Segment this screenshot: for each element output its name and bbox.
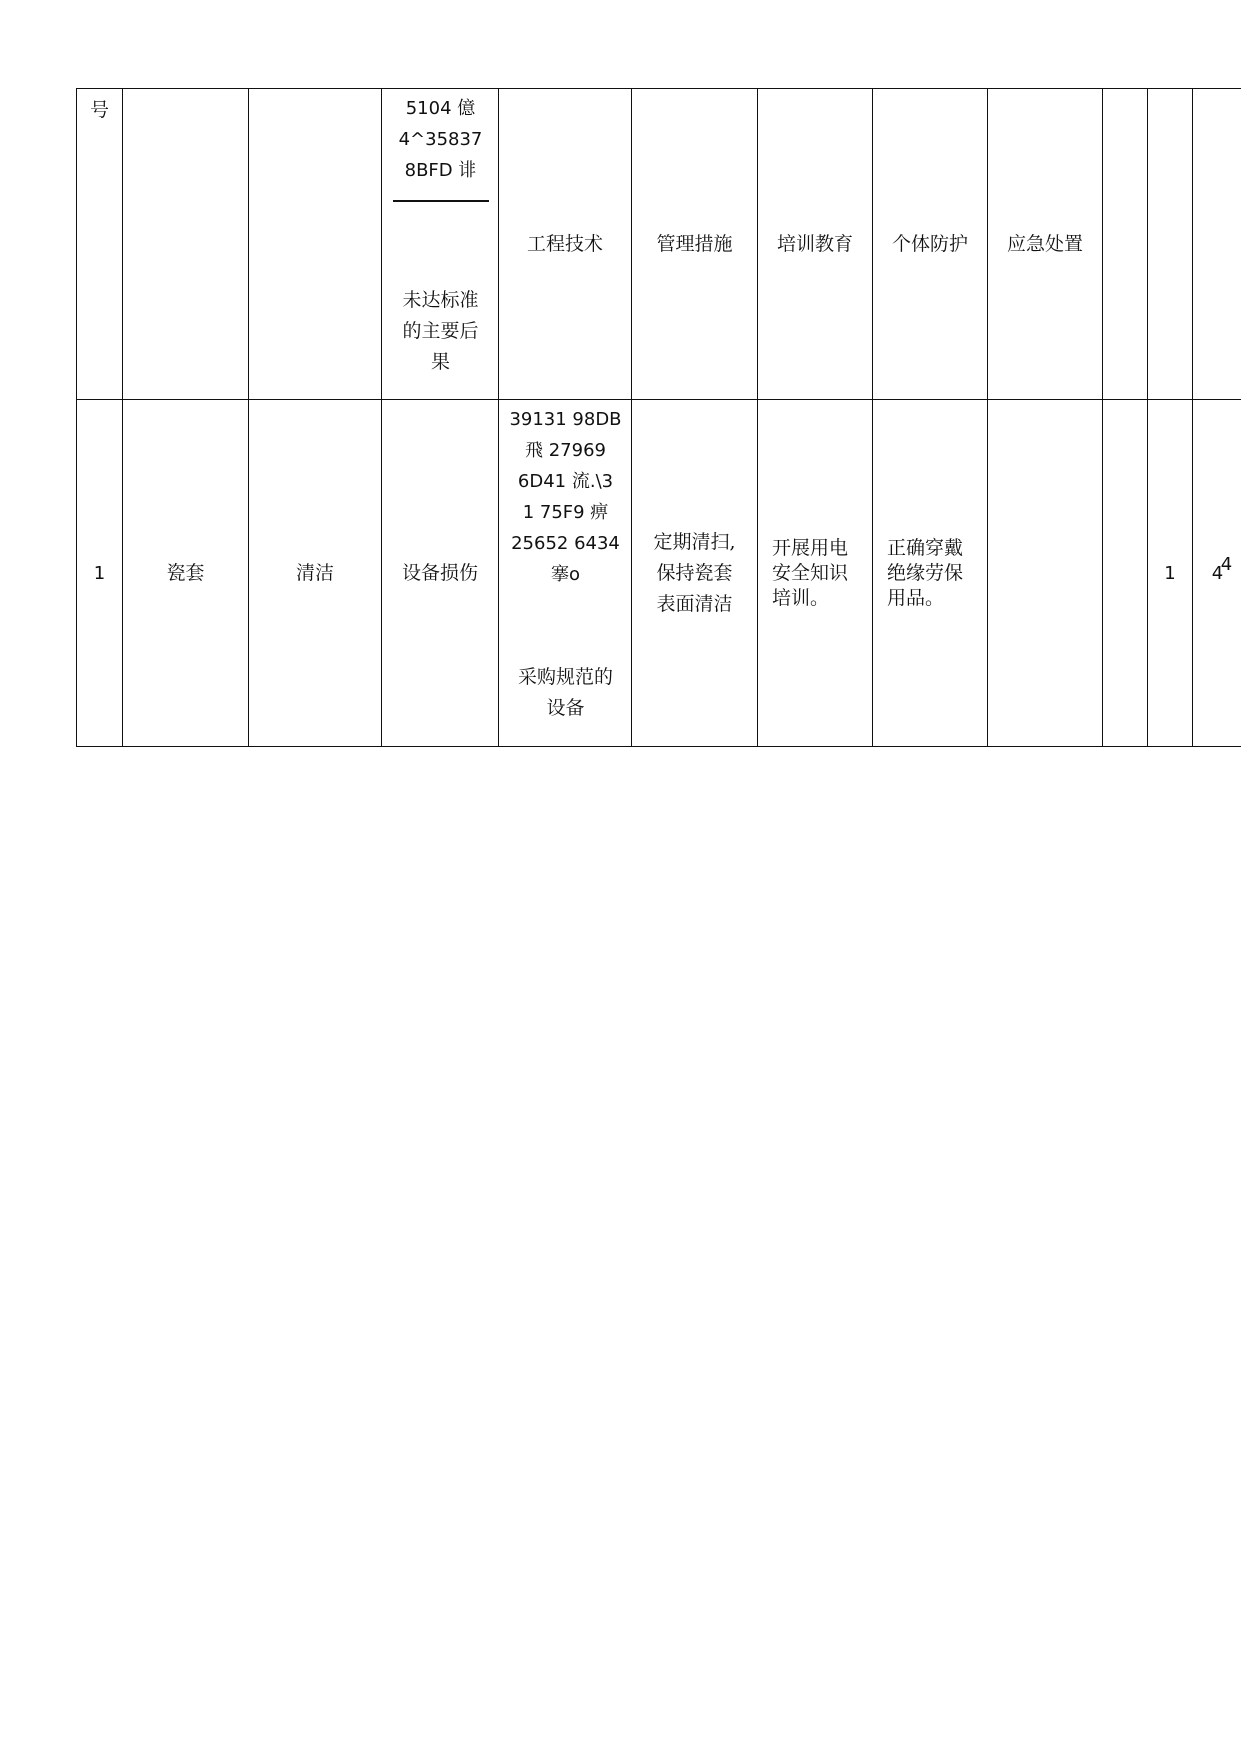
header-management-label: 管理措施 [656,232,733,255]
row-1-activity-text: 清洁 [295,561,334,584]
header-col-management [632,89,758,400]
row-1-item [123,400,249,747]
header-emergency-label: 应急处置 [1006,232,1083,255]
row-1-l [1148,400,1193,747]
row-1-training [758,400,873,747]
row-1-no-text: 1 [93,562,106,584]
header-engineering-label: 工程技术 [526,232,603,255]
risk-table [76,88,1241,747]
row-1-engineering [499,400,632,747]
header-col-engineering [499,89,632,400]
header-ppe-label: 个体防护 [891,232,968,255]
row-1-blank [1103,400,1148,747]
row-1-management [632,400,758,747]
header-col-emergency [988,89,1103,400]
row-1-no [77,400,123,747]
row-1-r-text: 4 [1220,554,1233,575]
row-1-item-text: 瓷套 [166,561,205,584]
row-1-emergency [988,400,1103,747]
row-1-ppe [873,400,988,747]
header-col-activity [249,89,382,400]
row-1-management-text: 定期清扫, 保持瓷套 表面清洁 [653,530,736,615]
row-1-consequence [382,400,499,747]
header-col-ppe [873,89,988,400]
header-col-l [1148,89,1193,400]
header-col-training [758,89,873,400]
header-col-no [77,89,123,400]
row-1-consequence-text: 设备损伤 [401,561,478,584]
row-1-r [1212,550,1241,580]
header-col-s [1193,89,1241,400]
row-1-s-text: 4 [1211,562,1224,584]
row-1-activity [249,400,382,747]
header-consequence-top-text: 5104 億 4^35837 8BFD 诽 [398,98,483,181]
header-col-item [123,89,249,400]
row-1-engineering-bottom-text: 采购规范的 设备 [517,666,613,719]
row-1-l-text: 1 [1164,562,1176,584]
header-divider-line [393,200,489,202]
row-1-ppe-text: 正确穿戴 绝缘劳保 用品。 [887,536,964,609]
header-training-label: 培训教育 [776,232,853,255]
row-1-engineering-top-text: 39131 98DB 飛 27969 6D41 流.\3 1 75F9 痹 25652 6434 搴o [509,409,622,585]
header-col-blank [1103,89,1148,400]
header-col-consequence [382,89,499,400]
header-no-label: 号 [89,99,109,121]
header-consequence-bottom-text: 未达标准 的主要后 果 [402,289,479,373]
row-1-training-text: 开展用电 安全知识 培训。 [772,536,849,609]
